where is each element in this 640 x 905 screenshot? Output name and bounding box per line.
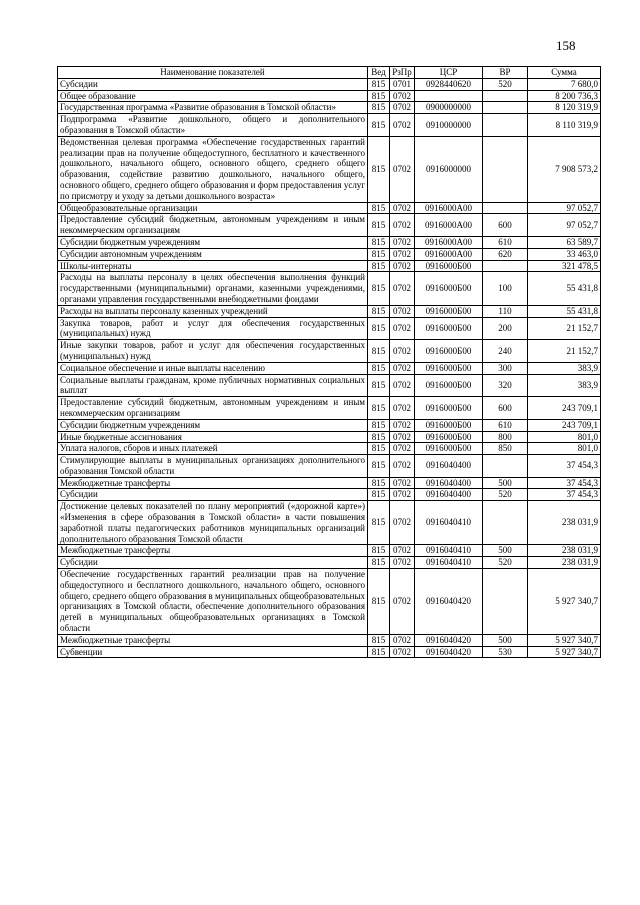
table-row — [58, 443, 601, 455]
row-csr: 0916040420 — [415, 646, 483, 658]
table-row — [58, 317, 601, 340]
row-sum: 33 463,0 — [528, 248, 601, 260]
row-name: Общее образование — [58, 90, 368, 102]
table-row — [58, 397, 601, 420]
row-vr: 520 — [483, 489, 528, 501]
row-rzpr: 0702 — [390, 397, 415, 420]
row-name: Межбюджетные трансферты — [58, 477, 368, 489]
row-rzpr: 0702 — [390, 489, 415, 501]
header-name: Наименование показателей — [58, 67, 368, 79]
row-rzpr: 0702 — [390, 374, 415, 397]
table-row — [58, 419, 601, 431]
table-row — [58, 431, 601, 443]
row-ved: 815 — [368, 501, 390, 545]
row-csr: 0916000Б00 — [415, 260, 483, 272]
row-sum: 5 927 340,7 — [528, 569, 601, 635]
row-ved: 815 — [368, 419, 390, 431]
row-csr: 0916000А00 — [415, 202, 483, 214]
table-row — [58, 340, 601, 363]
row-name: Социальные выплаты гражданам, кроме публичных нормативных социальных выплат — [58, 374, 368, 397]
row-name: Ведомственная целевая программа «Обеспечение государственных гарантий реализации прав на получение общедоступного, бесплатного и качественного дошкольного, начального общего, основного общего, среднего общего образования, содействие развитию дошкольного, начального общего, основного общего, среднего общего образования и форм предоставления услуг по присмотру и уходу за детьми дошкольного возраста» — [58, 136, 368, 202]
row-sum: 238 031,9 — [528, 545, 601, 557]
row-name: Школы-интернаты — [58, 260, 368, 272]
row-vr — [483, 260, 528, 272]
row-name: Субсидии — [58, 557, 368, 569]
row-sum: 238 031,9 — [528, 557, 601, 569]
row-csr: 0916000Б00 — [415, 362, 483, 374]
row-ved: 815 — [368, 569, 390, 635]
row-ved: 815 — [368, 260, 390, 272]
row-vr — [483, 102, 528, 114]
row-ved: 815 — [368, 397, 390, 420]
row-sum: 243 709,1 — [528, 397, 601, 420]
row-csr: 0900000000 — [415, 102, 483, 114]
row-ved: 815 — [368, 545, 390, 557]
row-rzpr: 0702 — [390, 455, 415, 478]
table-row — [58, 78, 601, 90]
row-csr: 0916000Б00 — [415, 419, 483, 431]
row-csr: 0916000Б00 — [415, 340, 483, 363]
row-ved: 815 — [368, 214, 390, 237]
table-row — [58, 362, 601, 374]
row-rzpr: 0702 — [390, 569, 415, 635]
row-name: Иные закупки товаров, работ и услуг для обеспечения государственных (муниципальных) нужд — [58, 340, 368, 363]
table-header-row — [58, 67, 601, 79]
row-rzpr: 0702 — [390, 114, 415, 137]
table-row — [58, 260, 601, 272]
row-rzpr: 0702 — [390, 646, 415, 658]
row-vr: 620 — [483, 248, 528, 260]
row-name: Социальное обеспечение и иные выплаты населению — [58, 362, 368, 374]
row-csr: 0916040400 — [415, 489, 483, 501]
row-sum: 7 908 573,2 — [528, 136, 601, 202]
table-row — [58, 557, 601, 569]
row-vr: 600 — [483, 214, 528, 237]
row-vr: 520 — [483, 557, 528, 569]
row-name: Достижение целевых показателей по плану мероприятий («дорожной карте») «Изменения в сфере образования в Томской области» в части повышения заработной платы педагогических работников муниципальных организаций дополнительного образования Томской области — [58, 501, 368, 545]
row-vr — [483, 136, 528, 202]
row-sum: 21 152,7 — [528, 340, 601, 363]
table-row — [58, 455, 601, 478]
table-row — [58, 90, 601, 102]
row-rzpr: 0702 — [390, 362, 415, 374]
row-csr: 0916000Б00 — [415, 397, 483, 420]
table-row — [58, 646, 601, 658]
row-ved: 815 — [368, 102, 390, 114]
row-sum: 37 454,3 — [528, 455, 601, 478]
table-row — [58, 136, 601, 202]
row-sum: 7 680,0 — [528, 78, 601, 90]
row-ved: 815 — [368, 646, 390, 658]
row-sum: 97 052,7 — [528, 214, 601, 237]
row-ved: 815 — [368, 78, 390, 90]
row-vr: 800 — [483, 431, 528, 443]
row-csr: 0916000А00 — [415, 214, 483, 237]
row-sum: 321 478,5 — [528, 260, 601, 272]
row-vr: 850 — [483, 443, 528, 455]
row-sum: 801,0 — [528, 443, 601, 455]
row-name: Межбюджетные трансферты — [58, 545, 368, 557]
row-name: Субсидии — [58, 489, 368, 501]
row-ved: 815 — [368, 340, 390, 363]
budget-table — [57, 66, 601, 658]
row-csr: 0916040420 — [415, 634, 483, 646]
row-csr: 0916000Б00 — [415, 317, 483, 340]
row-ved: 815 — [368, 248, 390, 260]
row-vr: 300 — [483, 362, 528, 374]
row-ved: 815 — [368, 374, 390, 397]
row-ved: 815 — [368, 477, 390, 489]
row-name: Межбюджетные трансферты — [58, 634, 368, 646]
row-csr: 0916000Б00 — [415, 305, 483, 317]
row-sum: 37 454,3 — [528, 489, 601, 501]
table-row — [58, 501, 601, 545]
table-row — [58, 477, 601, 489]
row-rzpr: 0702 — [390, 501, 415, 545]
row-vr: 100 — [483, 272, 528, 305]
row-vr: 110 — [483, 305, 528, 317]
row-sum: 801,0 — [528, 431, 601, 443]
row-sum: 8 110 319,9 — [528, 114, 601, 137]
row-csr: 0916040420 — [415, 569, 483, 635]
header-csr: ЦСР — [415, 67, 483, 79]
row-sum: 238 031,9 — [528, 501, 601, 545]
table-row — [58, 202, 601, 214]
row-vr: 610 — [483, 236, 528, 248]
header-ved: Вед — [368, 67, 390, 79]
row-ved: 815 — [368, 202, 390, 214]
table-row — [58, 272, 601, 305]
table-row — [58, 545, 601, 557]
row-rzpr: 0702 — [390, 214, 415, 237]
row-csr: 0916040400 — [415, 455, 483, 478]
table-row — [58, 114, 601, 137]
row-vr — [483, 90, 528, 102]
header-rzpr: РзПр — [390, 67, 415, 79]
row-name: Расходы на выплаты персоналу в целях обеспечения выполнения функций государственными (муниципальными) органами, казенными учреждениями, органами управления государственными внебюджетными фондами — [58, 272, 368, 305]
table-row — [58, 248, 601, 260]
row-rzpr: 0701 — [390, 78, 415, 90]
row-csr: 0916000Б00 — [415, 431, 483, 443]
row-name: Субсидии бюджетным учреждениям — [58, 419, 368, 431]
row-name: Иные бюджетные ассигнования — [58, 431, 368, 443]
row-rzpr: 0702 — [390, 443, 415, 455]
row-ved: 815 — [368, 272, 390, 305]
row-rzpr: 0702 — [390, 545, 415, 557]
row-vr: 610 — [483, 419, 528, 431]
row-sum: 5 927 340,7 — [528, 646, 601, 658]
row-ved: 815 — [368, 557, 390, 569]
row-csr: 0916000А00 — [415, 236, 483, 248]
table-row — [58, 634, 601, 646]
row-ved: 815 — [368, 136, 390, 202]
row-ved: 815 — [368, 634, 390, 646]
table-row — [58, 102, 601, 114]
row-vr: 500 — [483, 477, 528, 489]
row-rzpr: 0702 — [390, 102, 415, 114]
row-ved: 815 — [368, 362, 390, 374]
row-csr: 0916000Б00 — [415, 272, 483, 305]
row-ved: 815 — [368, 114, 390, 137]
row-name: Субсидии автономным учреждениям — [58, 248, 368, 260]
row-name: Субсидии бюджетным учреждениям — [58, 236, 368, 248]
row-sum: 97 052,7 — [528, 202, 601, 214]
row-vr: 240 — [483, 340, 528, 363]
row-rzpr: 0702 — [390, 272, 415, 305]
row-rzpr: 0702 — [390, 260, 415, 272]
row-csr: 0916000000 — [415, 136, 483, 202]
row-csr: 0910000000 — [415, 114, 483, 137]
row-name: Закупка товаров, работ и услуг для обеспечения государственных (муниципальных) нужд — [58, 317, 368, 340]
row-name: Предоставление субсидий бюджетным, автономным учреждениям и иным некоммерческим организациям — [58, 397, 368, 420]
row-csr: 0916000Б00 — [415, 443, 483, 455]
row-csr: 0916040410 — [415, 545, 483, 557]
row-csr: 0916040400 — [415, 477, 483, 489]
row-vr — [483, 455, 528, 478]
row-vr — [483, 202, 528, 214]
row-ved: 815 — [368, 443, 390, 455]
row-vr: 530 — [483, 646, 528, 658]
row-vr — [483, 569, 528, 635]
row-csr — [415, 90, 483, 102]
row-rzpr: 0702 — [390, 557, 415, 569]
row-rzpr: 0702 — [390, 202, 415, 214]
row-vr: 520 — [483, 78, 528, 90]
row-sum: 383,9 — [528, 362, 601, 374]
table-row — [58, 374, 601, 397]
table-row — [58, 569, 601, 635]
table-row — [58, 305, 601, 317]
table-row — [58, 236, 601, 248]
row-sum: 243 709,1 — [528, 419, 601, 431]
row-ved: 815 — [368, 305, 390, 317]
row-rzpr: 0702 — [390, 477, 415, 489]
row-vr — [483, 501, 528, 545]
row-csr: 0916000Б00 — [415, 374, 483, 397]
table-row — [58, 214, 601, 237]
row-ved: 815 — [368, 455, 390, 478]
row-vr: 500 — [483, 545, 528, 557]
header-vr: ВР — [483, 67, 528, 79]
row-vr: 600 — [483, 397, 528, 420]
row-sum: 37 454,3 — [528, 477, 601, 489]
row-sum: 5 927 340,7 — [528, 634, 601, 646]
row-sum: 21 152,7 — [528, 317, 601, 340]
row-ved: 815 — [368, 90, 390, 102]
row-sum: 55 431,8 — [528, 305, 601, 317]
row-vr: 500 — [483, 634, 528, 646]
row-csr: 0916040410 — [415, 557, 483, 569]
row-name: Субсидии — [58, 78, 368, 90]
row-rzpr: 0702 — [390, 90, 415, 102]
row-ved: 815 — [368, 317, 390, 340]
row-name: Подпрограмма «Развитие дошкольного, общего и дополнительного образования в Томской области» — [58, 114, 368, 137]
row-rzpr: 0702 — [390, 634, 415, 646]
row-name: Государственная программа «Развитие образования в Томской области» — [58, 102, 368, 114]
row-ved: 815 — [368, 236, 390, 248]
row-sum: 383,9 — [528, 374, 601, 397]
row-rzpr: 0702 — [390, 431, 415, 443]
row-name: Стимулирующие выплаты в муниципальных организациях дополнительного образования Томской области — [58, 455, 368, 478]
row-csr: 0928440620 — [415, 78, 483, 90]
header-sum: Сумма — [528, 67, 601, 79]
row-rzpr: 0702 — [390, 236, 415, 248]
row-rzpr: 0702 — [390, 317, 415, 340]
row-rzpr: 0702 — [390, 248, 415, 260]
row-vr: 200 — [483, 317, 528, 340]
row-name: Предоставление субсидий бюджетным, автономным учреждениям и иным некоммерческим организациям — [58, 214, 368, 237]
row-rzpr: 0702 — [390, 136, 415, 202]
table-row — [58, 489, 601, 501]
row-name: Расходы на выплаты персоналу казенных учреждений — [58, 305, 368, 317]
row-csr: 0916000А00 — [415, 248, 483, 260]
row-vr — [483, 114, 528, 137]
row-name: Общеобразовательные организации — [58, 202, 368, 214]
row-name: Уплата налогов, сборов и иных платежей — [58, 443, 368, 455]
row-sum: 8 200 736,3 — [528, 90, 601, 102]
row-sum: 55 431,8 — [528, 272, 601, 305]
row-rzpr: 0702 — [390, 340, 415, 363]
row-sum: 63 589,7 — [528, 236, 601, 248]
row-name: Обеспечение государственных гарантий реализации прав на получение общедоступного и бесплатного дошкольного, начального общего, основного общего, среднего общего образования в муниципальных общеобразовательных организациях в Томской области, обеспечение дополнительного образования детей в муниципальных общеобразовательных организациях в Томской области — [58, 569, 368, 635]
row-sum: 8 120 319,9 — [528, 102, 601, 114]
row-ved: 815 — [368, 431, 390, 443]
row-rzpr: 0702 — [390, 419, 415, 431]
row-vr: 320 — [483, 374, 528, 397]
row-rzpr: 0702 — [390, 305, 415, 317]
row-csr: 0916040410 — [415, 501, 483, 545]
page-number: 158 — [556, 38, 576, 53]
row-name: Субвенции — [58, 646, 368, 658]
row-ved: 815 — [368, 489, 390, 501]
